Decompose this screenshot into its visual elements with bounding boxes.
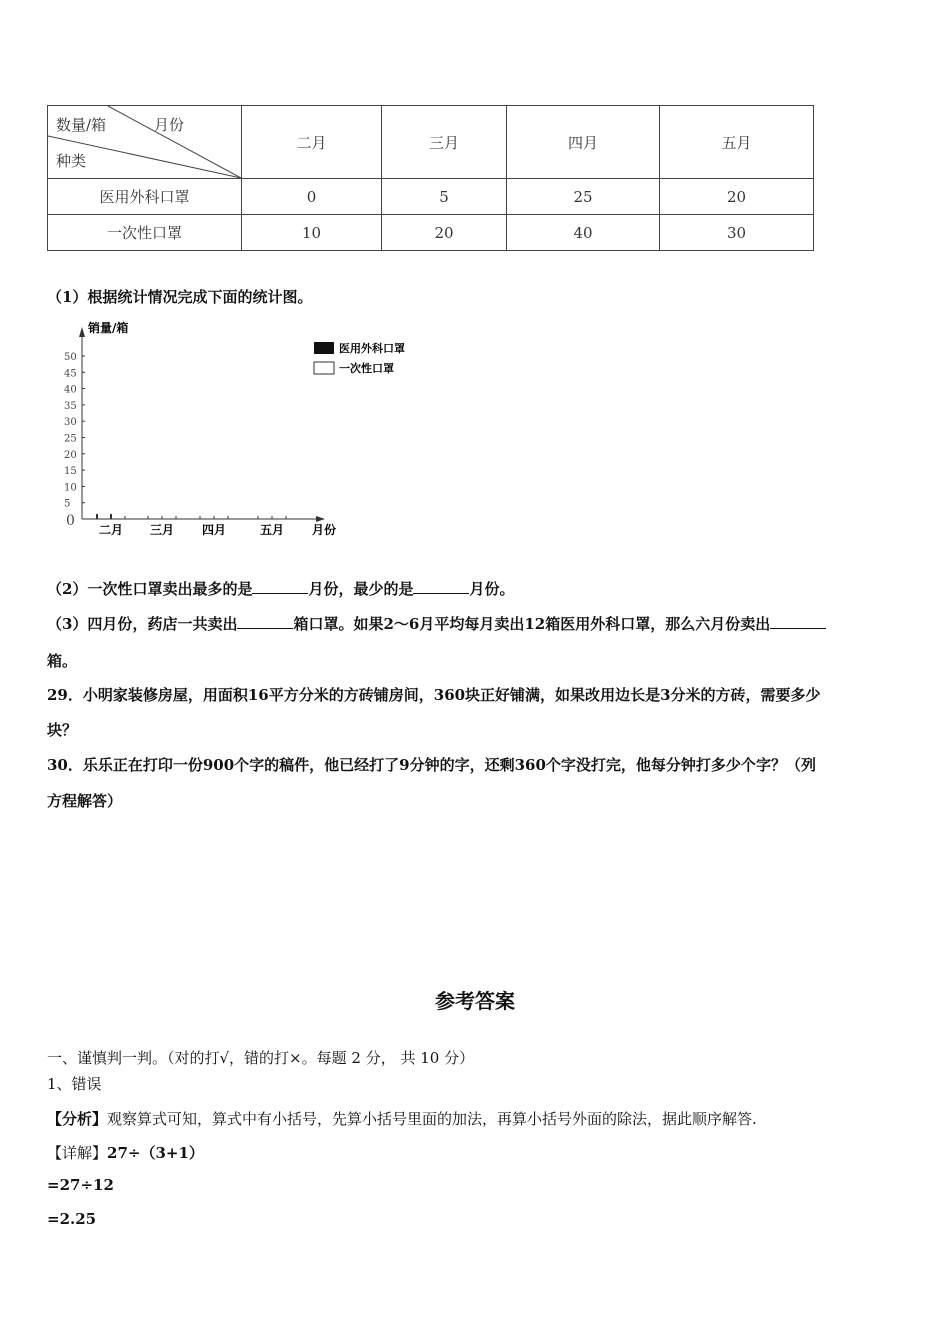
question-3-cont: 箱。 [47, 652, 78, 670]
question-29-cont: 块？ [47, 721, 78, 739]
y-tick-label: 35 [64, 400, 77, 412]
y-tick-label: 0 [66, 513, 75, 529]
detail: 【详解】27÷（3+1） [47, 1144, 204, 1162]
y-tick-label: 10 [64, 482, 77, 494]
cell: 25 [507, 179, 660, 215]
x-axis-arrow [316, 516, 325, 522]
table-corner-header [48, 106, 241, 178]
cell: 20 [660, 179, 814, 215]
y-axis-label: 销量/箱 [88, 321, 129, 335]
x-tick-label: 五月 [260, 523, 285, 537]
bar-chart [50, 315, 470, 545]
data-table [47, 105, 814, 251]
question-30-cont: 方程解答） [47, 792, 123, 810]
y-tick-label: 30 [64, 417, 77, 429]
cell: 5 [382, 179, 507, 215]
legend-swatch-disposable [314, 362, 334, 374]
x-tick-label: 四月 [202, 523, 227, 537]
step: =2.25 [47, 1210, 97, 1228]
y-tick-label: 20 [64, 449, 77, 461]
header-cell: 二月 [242, 106, 382, 179]
y-tick-label: 50 [64, 352, 77, 363]
header-cell: 四月 [507, 106, 660, 179]
legend-label: 一次性口罩 [339, 362, 394, 375]
corner-label: 月份 [154, 116, 185, 134]
answer-blank[interactable] [252, 592, 308, 594]
step: =27÷12 [47, 1176, 114, 1194]
answer-1: 1、错误 [47, 1075, 102, 1093]
x-tick-label: 二月 [99, 523, 124, 537]
y-tick-label: 40 [64, 384, 77, 396]
row-label: 医用外科口罩 [48, 179, 242, 215]
answer-title: 参考答案 [435, 989, 515, 1013]
x-axis-label: 月份 [312, 523, 337, 537]
question-29: 29．小明家装修房屋，用面积16平方分米的方砖铺房间，360块正好铺满，如果改用边长是3分米的方砖，需要多少 [47, 686, 821, 704]
question-30: 30．乐乐正在打印一份900个字的稿件，他已经打了9分钟的字，还剩360个字没打完，他每分钟打多少个字？（列 [47, 756, 816, 774]
header-cell: 三月 [382, 106, 507, 179]
analysis: 【分析】观察算式可知，算式中有小括号，先算小括号里面的加法，再算小括号外面的除法，据此顺序解答. [47, 1110, 757, 1128]
legend-label: 医用外科口罩 [339, 342, 405, 355]
cell: 0 [242, 179, 382, 215]
cell: 20 [382, 215, 507, 251]
corner-label: 数量/箱 [56, 116, 107, 134]
legend-swatch-surgical [314, 342, 334, 354]
row-label: 一次性口罩 [48, 215, 242, 251]
y-tick-label: 25 [64, 433, 77, 445]
question-2: （2）一次性口罩卖出最多的是 月份，最少的是 月份。 [47, 580, 515, 598]
x-tick-label: 三月 [150, 523, 175, 537]
corner-label: 种类 [56, 152, 87, 170]
answer-blank[interactable] [237, 627, 293, 629]
answer-blank[interactable] [413, 592, 469, 594]
cell: 10 [242, 215, 382, 251]
answer-blank[interactable] [770, 627, 826, 629]
y-tick-label: 5 [64, 498, 71, 510]
header-cell: 五月 [660, 106, 814, 179]
question-1: （1）根据统计情况完成下面的统计图。 [47, 288, 313, 306]
cell: 30 [660, 215, 814, 251]
question-3: （3）四月份，药店一共卖出 箱口罩。如果2～6月平均每月卖出12箱医用外科口罩，那么六月份卖出 [47, 613, 826, 634]
y-tick-label: 15 [64, 466, 77, 478]
cell: 40 [507, 215, 660, 251]
section-heading: 一、谨慎判一判。（对的打√，错的打×。每题 2 分， 共 10 分） [47, 1049, 475, 1067]
y-tick-label: 45 [64, 368, 77, 380]
y-axis-arrow [79, 327, 85, 337]
